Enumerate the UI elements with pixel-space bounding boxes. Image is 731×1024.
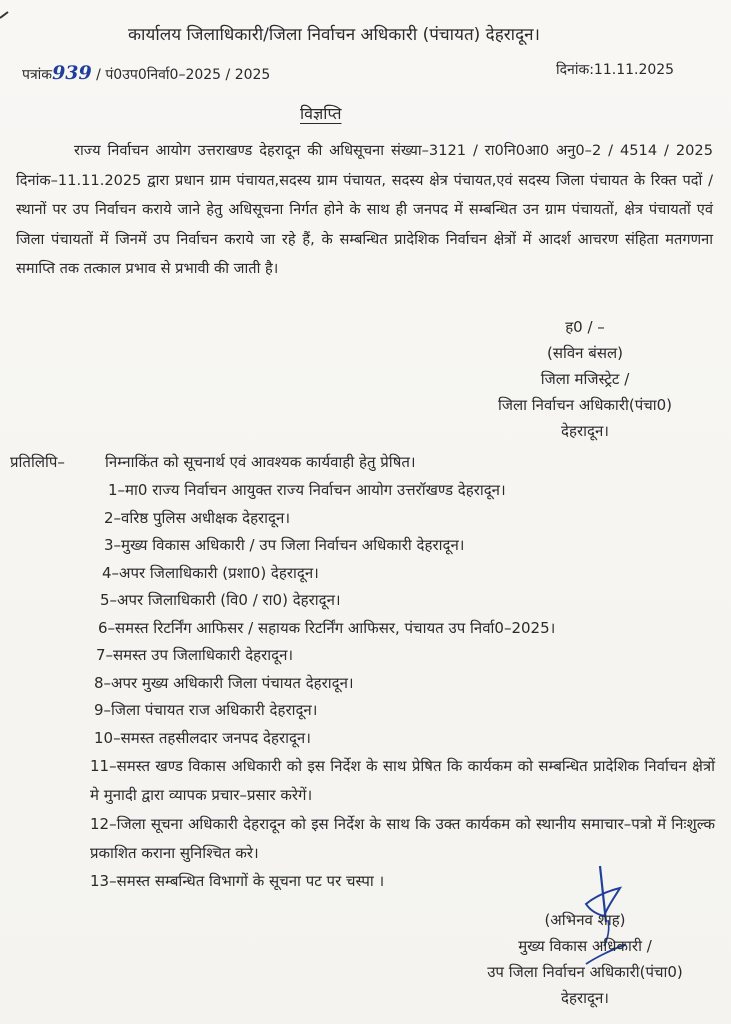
signatory-designation-2: जिला निर्वाचन अधिकारी(पंचा0) <box>497 396 673 414</box>
list-item: 11–समस्त खण्ड विकास अधिकारी को इस निर्देश के साथ प्रेषित कि कार्यकम को सम्बन्धित प्रादेशिक निर्वाचन क्षेत्रों मे मुनादी द्वारा व्यापक प्रचार–प्रसार करेगें। <box>90 757 715 804</box>
document-title: विज्ञप्ति <box>300 104 342 123</box>
list-item: 5–अपर जिलाधिकारी (वि0 / रा0) देहरादून। <box>100 591 341 609</box>
list-item: 10–समस्त तहसीलदार जनपद देहरादून। <box>94 728 311 747</box>
notice-body-paragraph: राज्य निर्वाचन आयोग उत्तराखण्ड देहरादून की अधिसूचना संख्या–3121 / रा0नि0आ0 अनु0–2 / 4514 / 2025 दिनांक–11.11.2025 द्वारा प्रधान ग्राम पंचायत,सदस्य ग्राम पंचायत, सदस्य क्षेत्र पंचायत,एवं सदस्य जिला पंचायत के रिक्त पदों / स्थानों पर उप निर्वाचन कराये जाने हेतु अधिसूचना निर्गत होने के साथ ही जनपद में सम्बन्धित उन ग्राम पंचायतों, क्षेत्र पंचायतों एवं जिला पंचायतों में जिनमें उप निर्वाचन कराये जा रहे हैं, के सम्बन्धित प्रादेशिक निर्वाचन क्षेत्रों में आदर्श आचरण संहिता मतगणना समाप्ति तक तत्काल प्रभाव से प्रभावी की जाती है। <box>16 142 713 277</box>
signature-block-cdo <box>440 907 730 1011</box>
signatory-designation: मुख्य विकास अधिकारी / <box>518 937 652 955</box>
list-item: 7–समस्त उप जिलाधिकारी देहरादून। <box>96 646 294 664</box>
signatory-name: (सविन बंसल) <box>546 344 624 362</box>
list-item: 2–वरिष्ठ पुलिस अधीक्षक देहरादून। <box>104 508 291 527</box>
signatory-place: देहरादून। <box>561 989 609 1007</box>
signatory-name: (अभिनव शाह) <box>544 911 626 929</box>
copy-to-intro: निम्नाकिंत को सूचनार्थ एवं आवश्यक कार्यवाही हेतु प्रेषित। <box>105 453 416 471</box>
office-heading: कार्यालय जिलाधिकारी/जिला निर्वाचन अधिकारी (पंचायत) देहरादून। <box>128 25 540 45</box>
copy-to-label: प्रतिलिपि– <box>10 453 65 471</box>
handwritten-ref-number: 939 <box>52 62 92 84</box>
ref-suffix: / पं0उप0निर्वा0–2025 / 2025 <box>91 67 271 83</box>
list-item: 4–अपर जिलाधिकारी (प्रशा0) देहरादून। <box>102 563 319 582</box>
signature-block-district-magistrate <box>440 314 730 444</box>
list-item: 3–मुख्य विकास अधिकारी / उप जिला निर्वाचन अधिकारी देहरादून। <box>104 536 465 554</box>
list-item: 8–अपर मुख्य अधिकारी जिला पंचायत देहरादून। <box>94 673 354 692</box>
copy-to-list <box>90 477 715 896</box>
reference-number <box>22 62 270 84</box>
signatory-designation: जिला मजिस्ट्रेट / <box>540 370 630 388</box>
signatory-designation-2: उप जिला निर्वाचन अधिकारी(पंचा0) <box>487 963 683 981</box>
scan-mark <box>0 10 10 20</box>
ref-prefix: पत्रांक <box>22 67 53 83</box>
list-item: 1–मा0 राज्य निर्वाचन आयुक्त राज्य निर्वाचन आयोग उत्तरॉखण्ड देहरादून। <box>108 481 506 499</box>
signed-mark: ह0 / – <box>565 318 605 336</box>
list-item: 12–जिला सूचना अधिकारी देहरादून को इस निर्देश के साथ कि उक्त कार्यकम को स्थानीय समाचार–पत्रो में निःशुल्क प्रकाशित कराना सुनिश्चित करे। <box>90 815 715 862</box>
list-item: 9–जिला पंचायत राज अधिकारी देहरादून। <box>94 701 318 719</box>
document-date: दिनांक:11.11.2025 <box>556 62 675 78</box>
signatory-place: देहरादून। <box>561 422 609 440</box>
list-item: 6–समस्त रिटर्निंग आफिसर / सहायक रिटर्निंग आफिसर, पंचायत उप निर्वा0–2025। <box>98 618 556 637</box>
list-item: 13–समस्त सम्बन्धित विभागों के सूचना पट पर चस्पा । <box>90 872 385 890</box>
